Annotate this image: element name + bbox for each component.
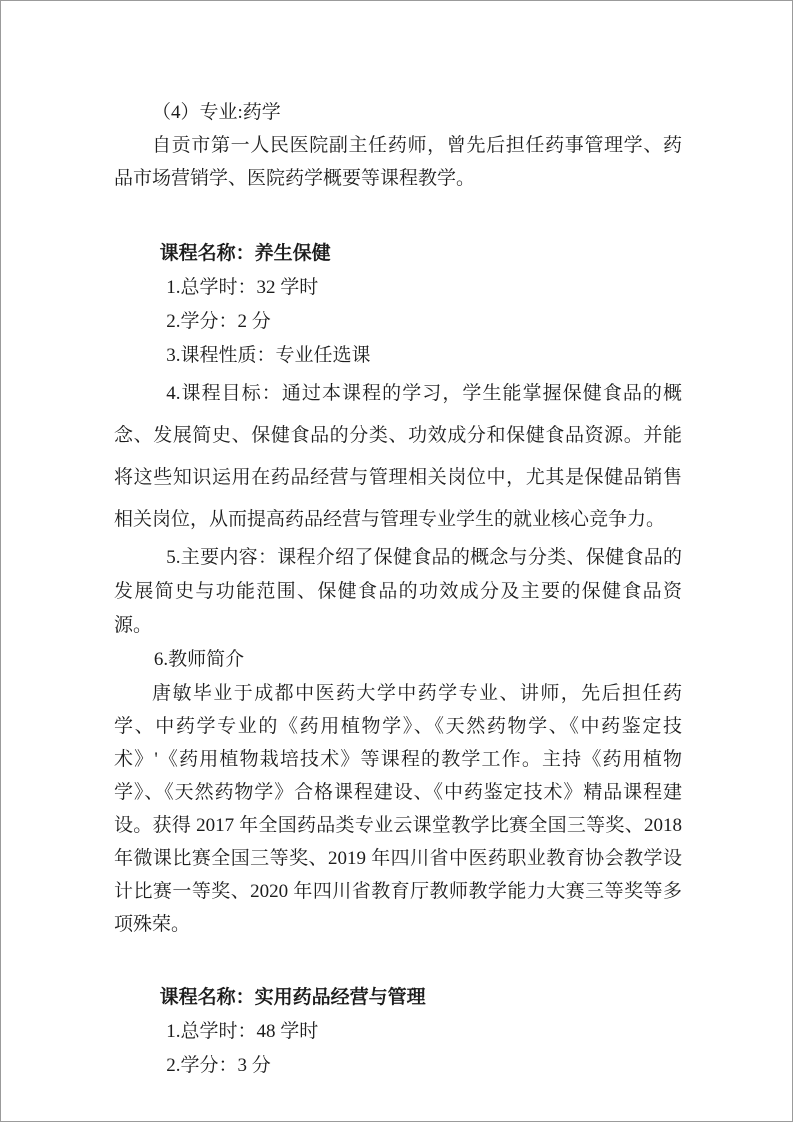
course1-objectives-paragraph: 4.课程目标：通过本课程的学习，学生能掌握保健食品的概念、发展简史、保健食品的分类、功效成分和保健食品资源。并能将这些知识运用在药品经营与管理相关岗位中，尤其是保健品销售相关岗位，从而提高药品经营与管理专业学生的就业核心竞争力。	[114, 383, 682, 530]
course1-title: 课程名称：养生保健	[159, 243, 331, 264]
course1-main-content-paragraph: 5.主要内容：课程介绍了保健食品的概念与分类、保健食品的发展简史与功能范围、保健食品的功效成分及主要的保健食品资源。	[114, 547, 682, 636]
course1-credits: 2.学分：2 分	[166, 311, 271, 332]
course2-title: 课程名称：实用药品经营与管理	[159, 987, 426, 1008]
course1-course-type: 3.课程性质：专业任选课	[166, 345, 371, 366]
course1-teacher-intro-heading: 6.教师简介	[153, 649, 245, 670]
course1-teacher-bio-paragraph: 唐敏毕业于成都中医药大学中药学专业、讲师，先后担任药学、中药学专业的《药用植物学》、《天然药物学、《中药鉴定技术》'《药用植物栽培技术》等课程的教学工作。主持《药用植物学》、《天然药物学》合格课程建设、《中药鉴定技术》精品课程建设。获得 2017 年全国药品类专业云课堂教学比赛全国三等奖、2018 年微课比赛全国三等奖、2019 年四川省中医药职业教育协会教学设计比赛一等奖、2020 年四川省教育厅教师教学能力大赛三等奖等多项殊荣。	[114, 683, 682, 935]
page-content	[114, 96, 682, 1083]
course1-total-hours: 1.总学时：32 学时	[166, 277, 319, 298]
course2-total-hours: 1.总学时：48 学时	[166, 1021, 319, 1042]
pharmacist-intro-paragraph: 自贡市第一人民医院副主任药师，曾先后担任药事管理学、药品市场营销学、医院药学概要等课程教学。	[114, 135, 682, 189]
major-line: （4）专业:药学	[152, 102, 281, 123]
course2-credits: 2.学分：3 分	[166, 1055, 271, 1076]
